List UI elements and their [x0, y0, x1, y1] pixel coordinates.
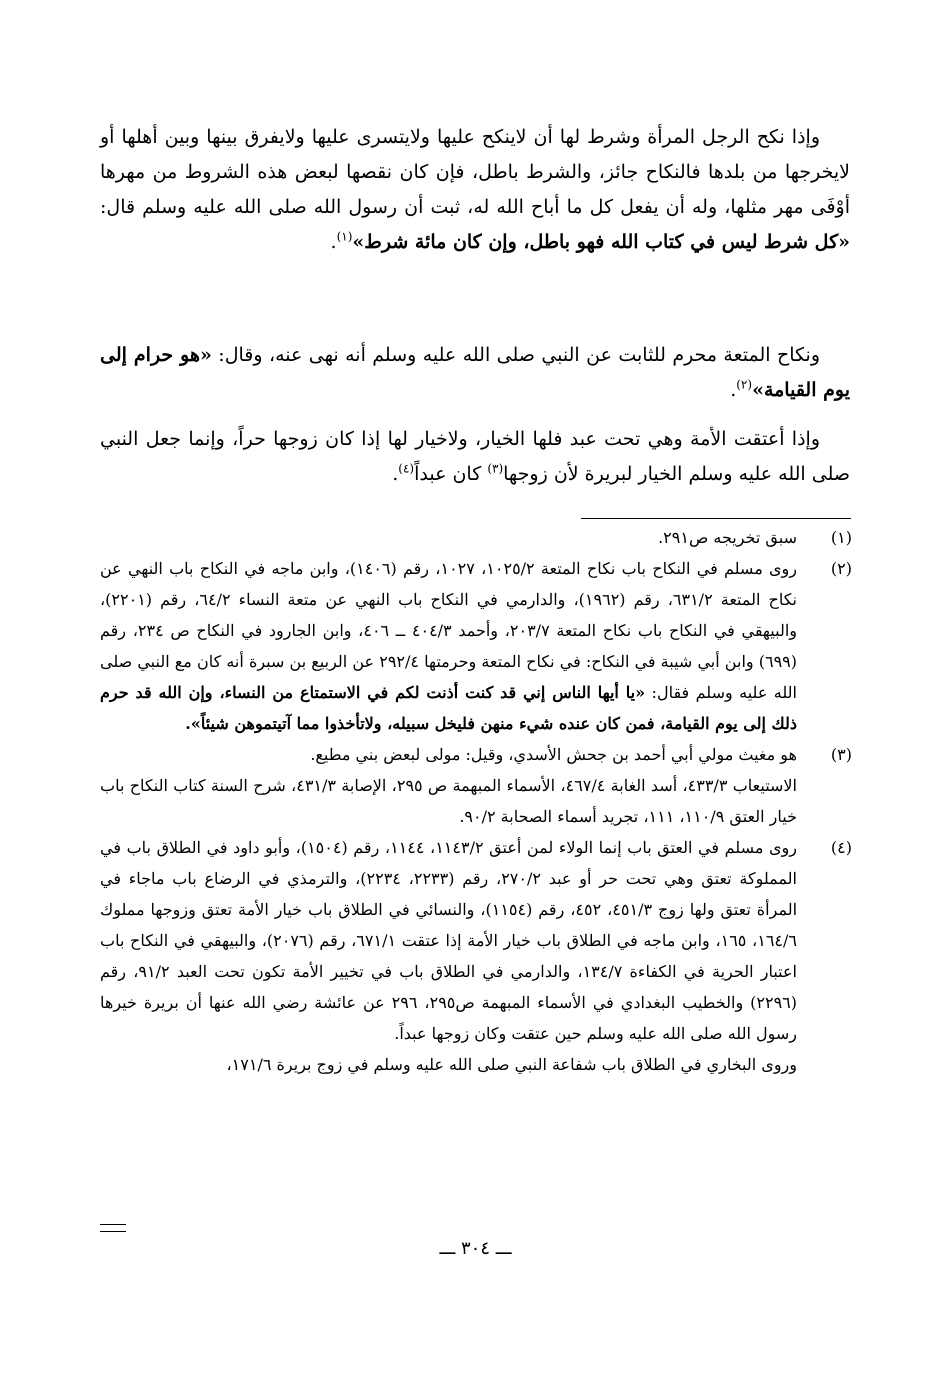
footnote-text: روى مسلم في العتق باب إنما الولاء لمن أعتق ١١٤٣/٢، ١١٤٤، رقم (١٥٠٤)، وأبو داود في الطلاق باب في المملوكة تعتق وهي تحت حر أو عبد ٢٧٠/٢، رقم (٢٢٣٣، ٢٢٣٤)، والترمذي في الرضاع باب ماجاء في المرأة تعتق ولها زوج ٤٥١/٣، ٤٥٢، رقم (١١٥٤)، والنسائي في الطلاق باب خيار الأمة تعتق وزوجها مملوك ١٦٤/٦، ١٦٥، وابن ماجه في الطلاق باب خيار الأمة إذا عتقت ٦٧١/١، رقم (٢٠٧٦)، والبيهقي في النكاح باب اعتبار الحرية في الكفاءة ١٣٤/٧، والدارمي في الطلاق باب في تخيير الأمة تكون تحت العبد ٩١/٢، رقم (٢٢٩٦) والخطيب البغدادي في الأسماء المبهمة ص٢٩٥، ٢٩٦ عن عائشة رضي الله عنها أن بريرة خيرها رسول الله صلى الله عليه وسلم حين عتقت وكان زوجها عبداً.	[100, 838, 798, 1043]
paragraph-mutah	[100, 338, 850, 408]
footnote-text: الاستيعاب ٤٣٣/٣، أسد الغابة ٤٦٧/٤، الأسماء المبهمة ص ٢٩٥، الإصابة ٤٣١/٣، شرح السنة كتاب النكاح باب خيار العتق ١١٠/٩، ١١١، تجريد أسماء الصحابة ٩٠/٢.	[100, 776, 798, 826]
footnote-3-sources	[100, 770, 852, 832]
page-number: ـــ ٣٠٤ ـــ	[439, 1238, 512, 1259]
footnote-number: (٤)	[830, 838, 852, 857]
footnote-2	[100, 553, 852, 739]
footnotes	[100, 522, 852, 1080]
footnote-ref: (٤)	[398, 461, 415, 476]
footnote-ref: (٣)	[487, 461, 504, 476]
hadith-quote: «يا أيها الناس إني قد كنت أذنت لكم في الاستمتاع من النساء، وإن الله قد حرم ذلك إلى يوم القيامة، فمن كان عنده شيء منهن فليخل سبيله، ولاتأخذوا مما آتيتموهن شيئاً».	[100, 683, 797, 733]
paragraph-conditions-in-marriage	[100, 120, 850, 260]
footnote-number: (١)	[830, 528, 852, 547]
footnote-1	[100, 522, 852, 553]
paragraph-text: وإذا أعتقت الأمة وهي تحت عبد فلها الخيار، ولاخيار لها إذا كان زوجها حراً، وإنما جعل النبي صلى الله عليه وسلم الخيار لبريرة لأن زوجها	[100, 428, 850, 485]
paragraph-freed-slave	[100, 422, 850, 492]
hadith-quote: «هو حرام إلى يوم القيامة»	[100, 344, 850, 401]
continuation-mark	[100, 1224, 126, 1232]
footnote-ref: (٢)	[736, 377, 753, 392]
footnote-separator	[581, 518, 851, 519]
paragraph-text: كان عبداً	[414, 463, 488, 485]
paragraph-end: .	[392, 463, 399, 485]
footnote-text-continued: وروى البخاري في الطلاق باب شفاعة النبي صلى الله عليه وسلم في زوج بريرة ١٧١/٦،	[226, 1055, 797, 1074]
footnote-ref: (١)	[336, 229, 353, 244]
footnote-4	[100, 832, 852, 1080]
paragraph-text: وإذا نكح الرجل المرأة وشرط لها أن لاينكح عليها ولايتسرى عليها ولايفرق بينها وبين أهلها أو لايخرجها من بلدها فالنكاح جائز، والشرط باطل، فإن كان نقصها لبعض هذه الشروط من مهرها أوْفَى مهر مثلها، وله أن يفعل كل ما أباح الله له، ثبت أن رسول الله صلى الله عليه وسلم قال:	[100, 126, 850, 218]
paragraph-text: ونكاح المتعة محرم للثابت عن النبي صلى الله عليه وسلم أنه نهى عنه، وقال:	[211, 344, 820, 366]
footnote-number: (٣)	[830, 745, 852, 764]
footnote-text: روى مسلم في النكاح باب نكاح المتعة ١٠٢٥/٢، ١٠٢٧، رقم (١٤٠٦)، وابن ماجه في النكاح باب النهي عن نكاح المتعة ٦٣١/٢، رقم (١٩٦٢)، والدارمي في النكاح باب النهي عن متعة النساء ٦٤/٢، رقم (٢٢٠١)، والبيهقي في النكاح باب نكاح المتعة ٢٠٣/٧، وأحمد ٤٠٤/٣ ــ ٤٠٦، وابن الجارود في النكاح ص ٢٣٤، رقم (٦٩٩) وابن أبي شيبة في النكاح: في نكاح المتعة وحرمتها ٢٩٢/٤ عن الربيع بن سبرة أنه كان مع النبي صلى الله عليه وسلم فقال:	[100, 559, 798, 702]
hadith-quote: «كل شرط ليس في كتاب الله فهو باطل، وإن كان مائة شرط»	[352, 231, 850, 253]
footnote-3	[100, 739, 852, 770]
footnote-text: سبق تخريجه ص٢٩١.	[658, 528, 797, 547]
paragraph-end: .	[330, 231, 337, 253]
footnote-text: هو مغيث مولي أبي أحمد بن جحش الأسدي، وقيل: مولى لبعض بني مطيع.	[310, 745, 797, 764]
footnote-number: (٢)	[830, 559, 852, 578]
paragraph-end: .	[730, 379, 737, 401]
